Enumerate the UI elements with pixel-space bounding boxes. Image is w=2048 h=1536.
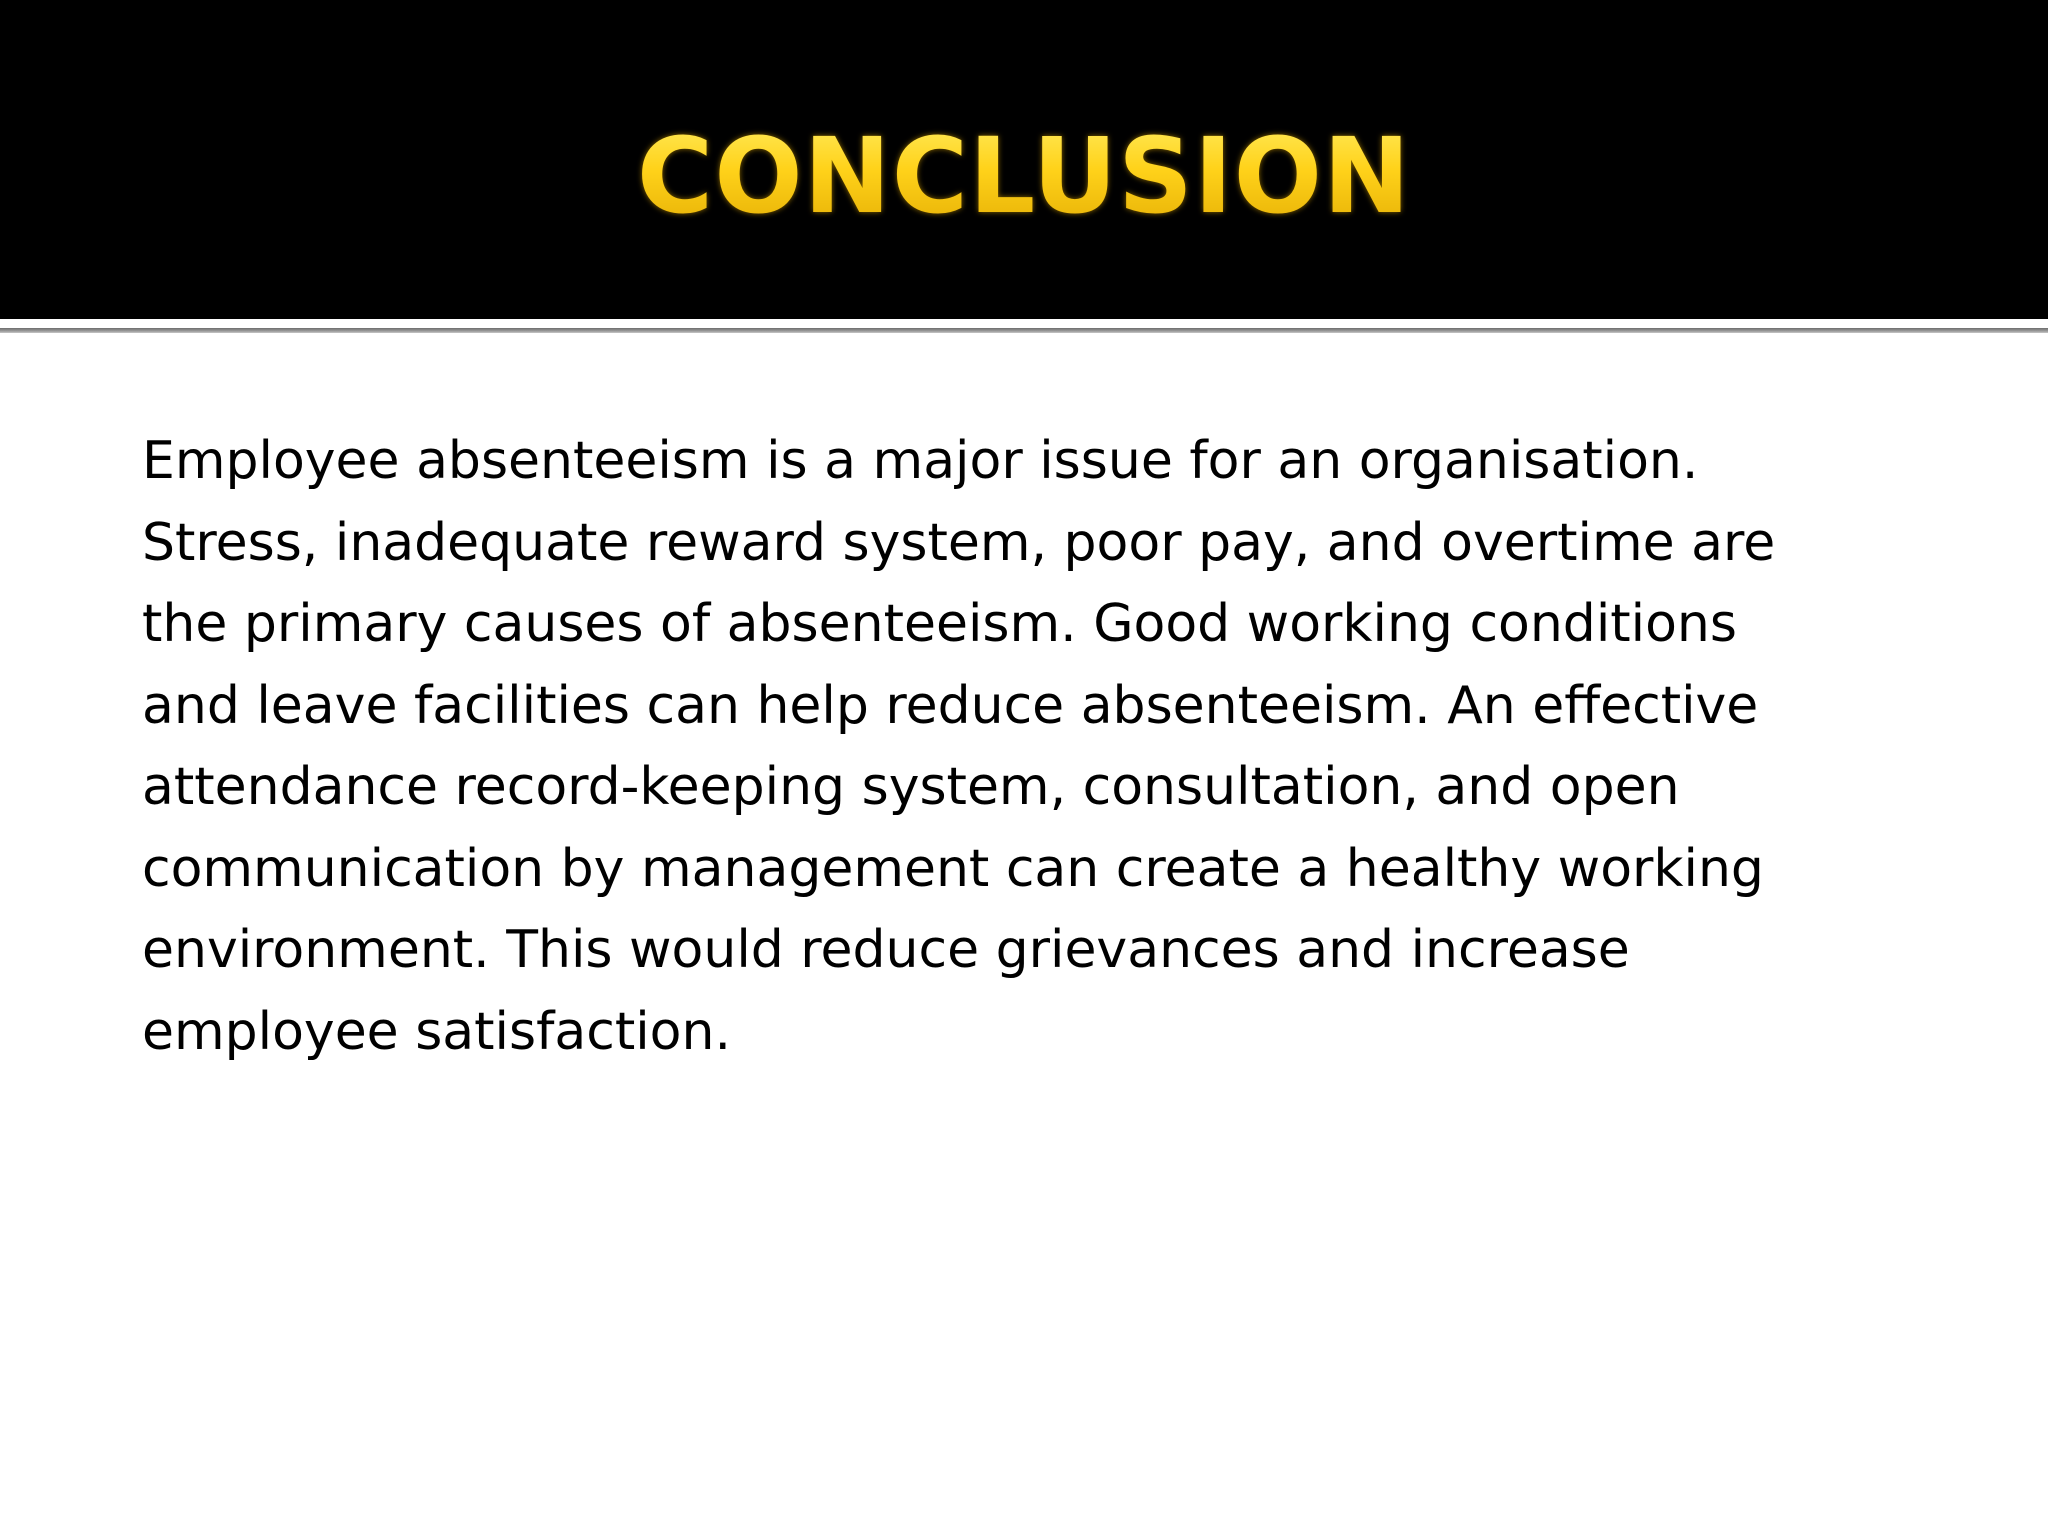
title-banner: [0, 0, 2048, 319]
paragraph-line: Employee absenteeism is a major issue for an organisation.: [142, 431, 1699, 491]
paragraph-line: environment. This would reduce grievances and increase: [142, 920, 1630, 980]
paragraph-line: employee satisfaction.: [142, 1001, 731, 1062]
paragraph-line: Stress, inadequate reward system, poor pay, and overtime are: [142, 512, 1776, 573]
slide-title: CONCLUSION: [0, 106, 2048, 246]
paragraph-line: and leave facilities can help reduce absenteeism. An effective: [142, 675, 1759, 736]
conclusion-paragraph: [142, 421, 1942, 1073]
divider-gap: [0, 319, 2048, 328]
divider-line: [0, 328, 2048, 333]
paragraph-line: the primary causes of absenteeism. Good working conditions: [142, 594, 1737, 654]
paragraph-line: communication by management can create a healthy working: [142, 838, 1764, 899]
paragraph-line: attendance record-keeping system, consultation, and open: [142, 757, 1680, 817]
